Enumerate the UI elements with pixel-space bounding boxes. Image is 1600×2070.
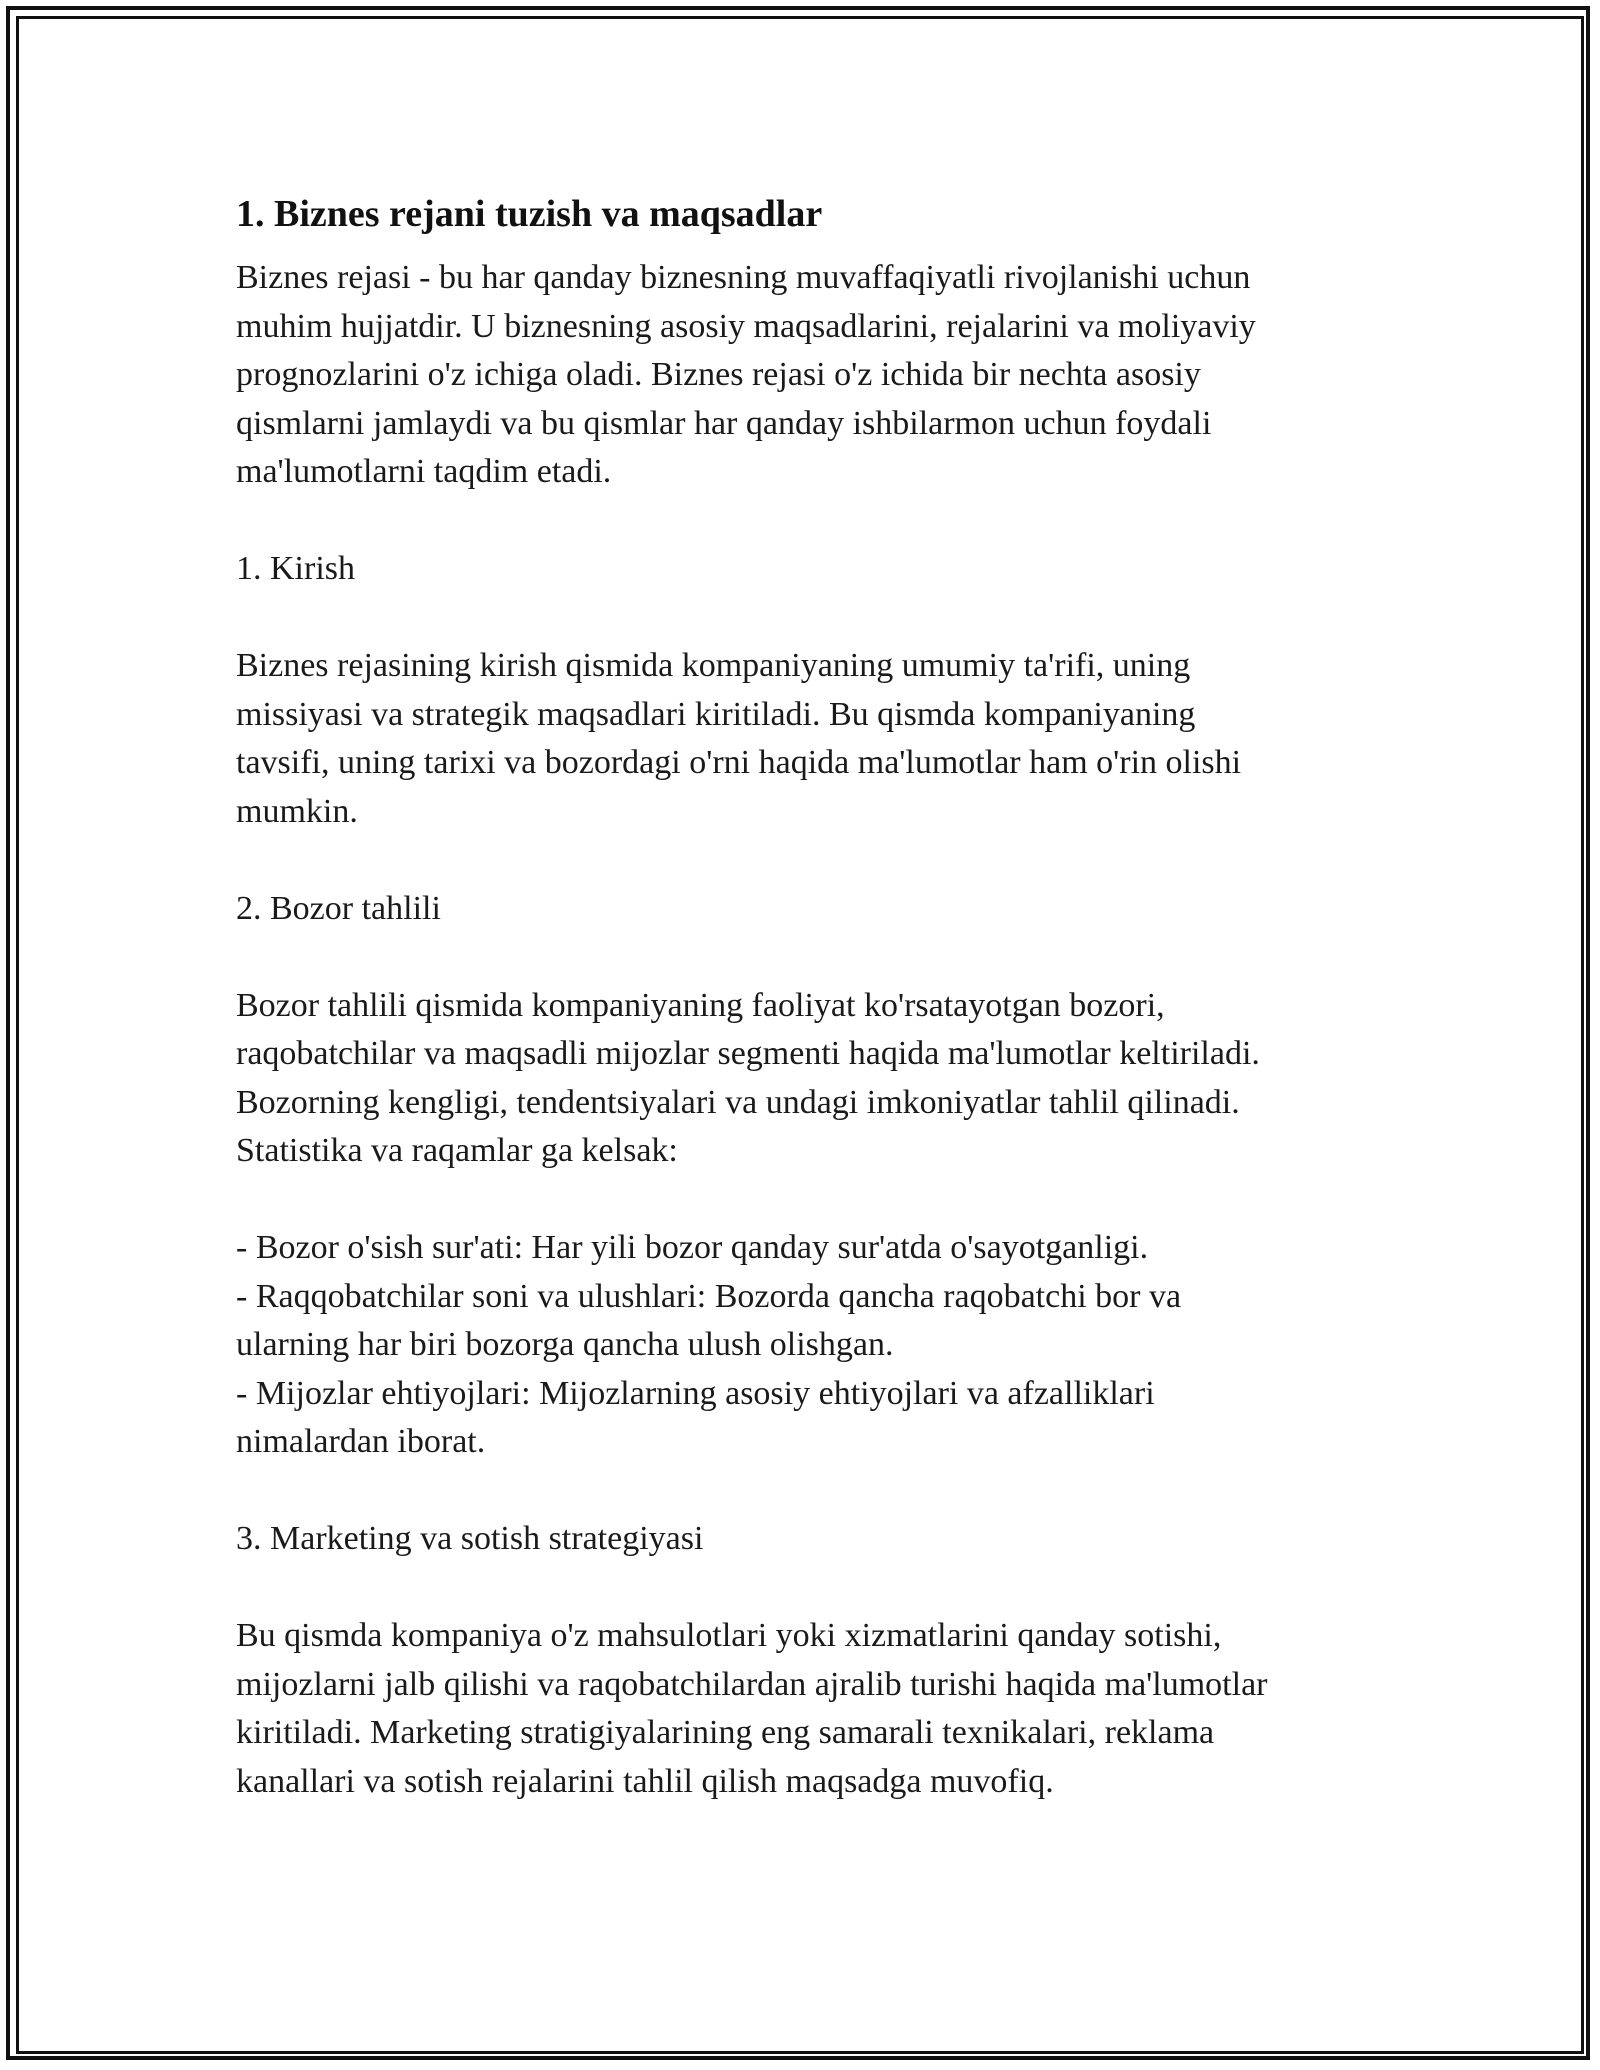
bullet-list-bozor-tahlili: - Bozor o'sish sur'ati: Har yili bozor qanday sur'atda o'sayotganligi. - Raqqobatchilar soni va ulushlari: Bozorda qancha raqobatchi bor va ularning har biri bozorga qancha ulush olishgan. - Mijozlar ehtiyojlari: Mijozlarning asosiy ehtiyojlari va afzalliklari nimalardan iborat.: [236, 1229, 1182, 1460]
document-body: [236, 186, 1366, 1806]
page-title: 1. Biznes rejani tuzish va maqsadlar: [236, 193, 823, 235]
section-heading-bozor-tahlili: 2. Bozor tahlili: [236, 889, 441, 927]
section-body-marketing: Bu qismda kompaniya o'z mahsulotlari yoki xizmatlarini qanday sotishi, mijozlarni jalb qilishi va raqobatchilardan ajralib turishi haqida ma'lumotlar kiritiladi. Marketing stratigiyalarining eng samarali texnikalari, reklama kanallari va sotish rejalarini tahlil qilish maqsadga muvofiq.: [236, 1617, 1268, 1800]
spacer: [236, 594, 1366, 643]
spacer: [236, 933, 1366, 982]
section-heading-marketing: 3. Marketing va sotish strategiyasi: [236, 1520, 704, 1557]
intro-paragraph: Biznes rejasi - bu har qanday biznesning muvaffaqiyatli rivojlanishi uchun muhim hujjatdir. U biznesning asosiy maqsadlarini, rejalarini va moliyaviy prognozlarini o'z ichiga oladi. Biznes rejasi o'z ichida bir nechta asosiy qismlarni jamlaydi va bu qismlar har qanday ishbilarmon uchun foydali ma'lumotlarni taqdim etadi.: [236, 259, 1256, 490]
section-body-kirish: Biznes rejasining kirish qismida kompaniyaning umumiy ta'rifi, uning missiyasi va strategik maqsadlari kiritiladi. Bu qismda kompaniyaning tavsifi, uning tarixi va bozordagi o'rni haqida ma'lumotlar ham o'rin olishi mumkin.: [236, 647, 1242, 830]
spacer: [236, 1176, 1366, 1225]
section-heading-kirish: 1. Kirish: [236, 550, 355, 587]
section-body-bozor-tahlili: Bozor tahlili qismida kompaniyaning faoliyat ko'rsatayotgan bozori, raqobatchilar va maqsadli mijozlar segmenti haqida ma'lumotlar keltiriladi. Bozorning kengligi, tendentsiyalari va undagi imkoniyatlar tahlil qilinadi. Statistika va raqamlar ga kelsak:: [236, 986, 1260, 1169]
spacer: [236, 1564, 1366, 1613]
spacer: [236, 836, 1366, 885]
spacer: [236, 497, 1366, 546]
spacer: [236, 1467, 1366, 1516]
